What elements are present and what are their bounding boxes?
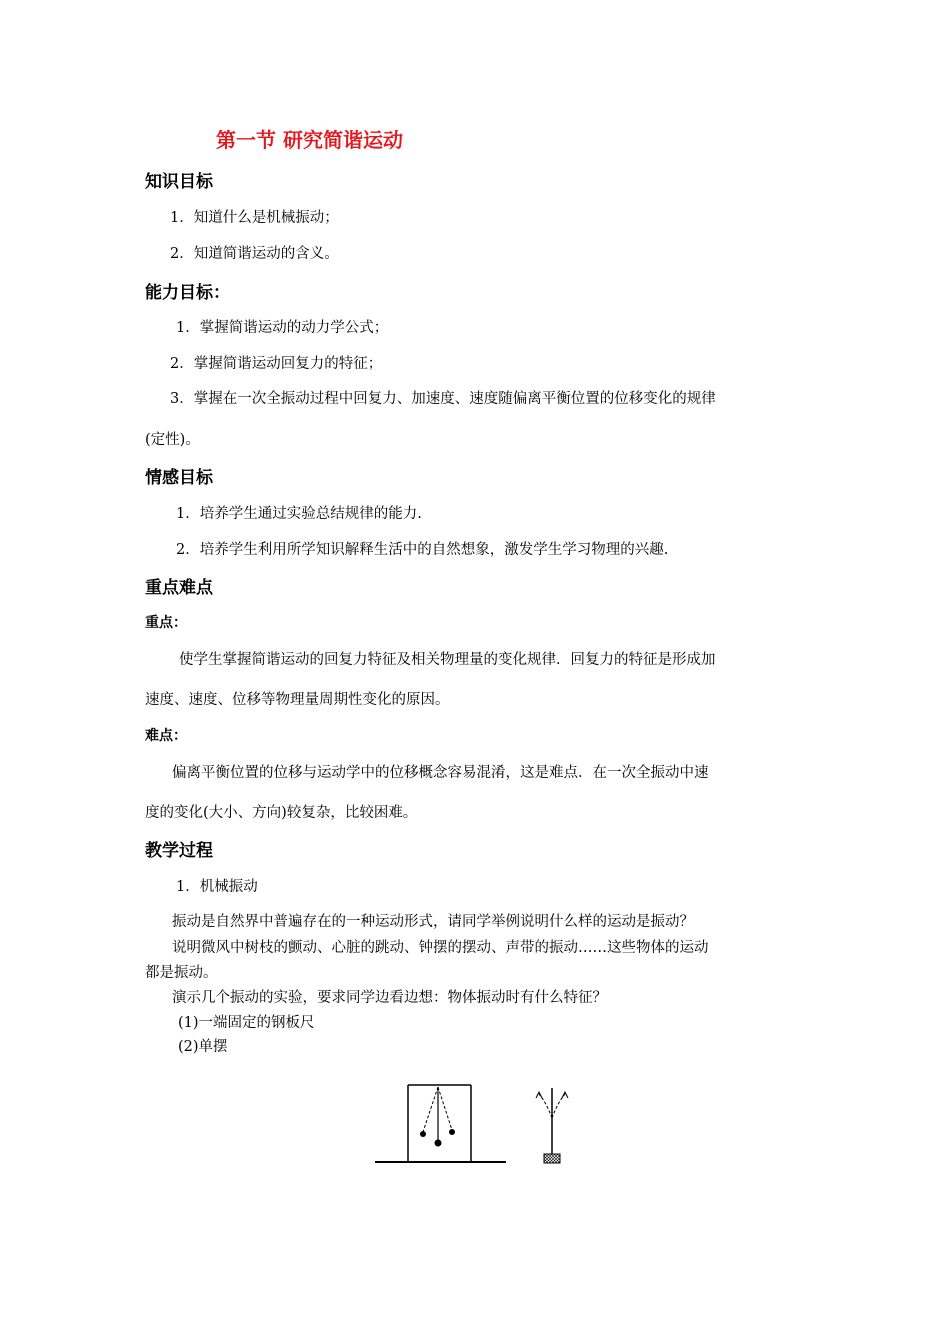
pendulum-icon (420, 1087, 455, 1147)
emotion-item-2: 2．培养学生利用所学知识解释生活中的自然想象，激发学生学习物理的兴趣. (176, 542, 669, 558)
emotion-item-1: 1．培养学生通过实验总结规律的能力. (176, 506, 422, 522)
ability-item-1: 1．掌握简谐运动的动力学公式； (176, 320, 389, 336)
ability-item-2: 2．掌握简谐运动回复力的特征； (170, 356, 383, 372)
heading-emotion-goals: 情感目标 (145, 468, 213, 488)
process-line-3: 都是振动。 (145, 965, 218, 981)
ability-item-3-cont: (定性)。 (145, 432, 200, 448)
heading-key-points: 重点难点 (145, 578, 213, 598)
pendulum-frame (375, 1085, 506, 1162)
process-item-1: 1．机械振动 (176, 879, 258, 895)
difficulty-label: 难点： (145, 728, 187, 744)
ruler-clamp (544, 1154, 560, 1163)
focus-label: 重点： (145, 615, 187, 631)
knowledge-item-1: 1．知道什么是机械振动； (170, 210, 339, 226)
process-line-4: 演示几个振动的实验，要求同学边看边想：物体振动时有什么特征？ (172, 990, 607, 1006)
process-line-5: (1)一端固定的钢板尺 (178, 1015, 315, 1031)
heading-ability-goals: 能力目标： (145, 283, 230, 303)
difficulty-line-1: 偏离平衡位置的位移与运动学中的位移概念容易混淆，这是难点．在一次全振动中速 (172, 765, 709, 781)
focus-line-1: 使学生掌握简谐运动的回复力特征及相关物理量的变化规律．回复力的特征是形成加 (179, 652, 716, 668)
focus-line-2: 速度、速度、位移等物理量周期性变化的原因。 (145, 692, 450, 708)
page-title: 第一节 研究简谐运动 (216, 128, 403, 152)
oscillation-figure (370, 1078, 580, 1168)
process-line-2: 说明微风中树枝的颤动、心脏的跳动、钟摆的摆动、声带的振动……这些物体的运动 (172, 940, 709, 956)
heading-knowledge-goals: 知识目标 (145, 172, 213, 192)
heading-teaching-process: 教学过程 (145, 841, 213, 861)
ability-item-3: 3．掌握在一次全振动过程中回复力、加速度、速度随偏离平衡位置的位移变化的规律 (170, 391, 716, 407)
process-line-6: (2)单摆 (178, 1039, 228, 1055)
difficulty-line-2: 度的变化(大小、方向)较复杂，比较困难。 (145, 805, 418, 821)
knowledge-item-2: 2．知道简谐运动的含义。 (170, 246, 339, 262)
steel-ruler-icon (536, 1088, 568, 1163)
process-line-1: 振动是自然界中普遍存在的一种运动形式，请同学举例说明什么样的运动是振动？ (172, 914, 694, 930)
